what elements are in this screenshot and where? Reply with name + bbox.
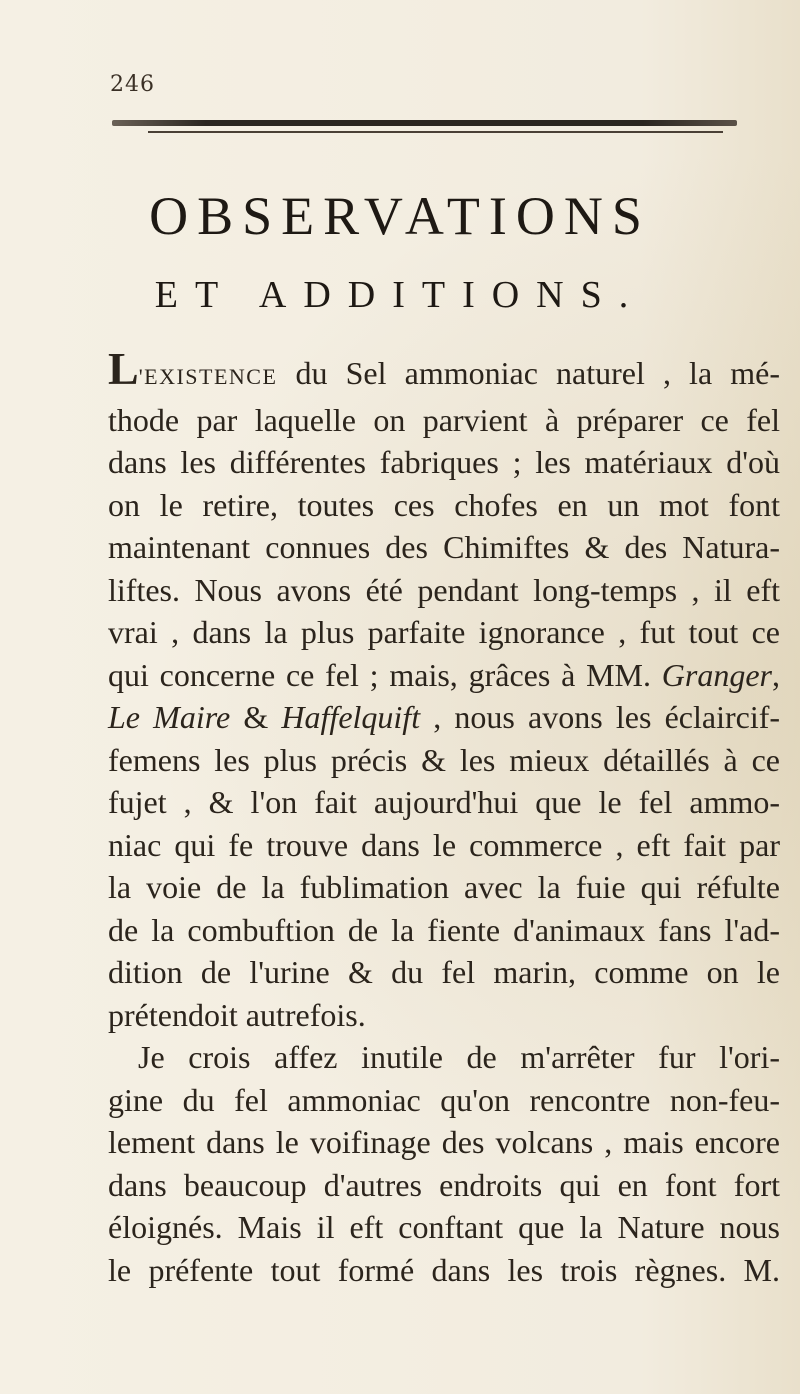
paragraph-1-line-5: maintenant connues des Chimiftes & des Natura- bbox=[108, 529, 780, 565]
section-title: OBSERVATIONS bbox=[149, 186, 651, 246]
page-number: 246 bbox=[110, 72, 155, 97]
paragraph-2-line-3: lement dans le voifinage des volcans , mais encore bbox=[108, 1124, 780, 1160]
body-text bbox=[108, 343, 781, 1291]
paragraph-1-line-13: la voie de la fublimation avec la fuie qui réfulte bbox=[108, 869, 780, 905]
drop-cap: L bbox=[108, 343, 139, 394]
line-text: & bbox=[230, 699, 282, 735]
paragraph-2-line-5: éloignés. Mais il eft conftant que la Nature nous bbox=[108, 1209, 780, 1245]
paragraph-1-line-7: vrai , dans la plus parfaite ignorance , fut tout ce bbox=[108, 614, 780, 650]
paragraph-1-line-9 bbox=[108, 696, 780, 739]
paragraph-1-line-1 bbox=[108, 343, 780, 399]
paragraph-2-line-6: le préfente tout formé dans les trois règnes. M. bbox=[108, 1251, 780, 1288]
paragraph-1-line-12: niac qui fe trouve dans le commerce , eft fait par bbox=[108, 826, 780, 863]
paragraph-1-line-11: fujet , & l'on fait aujourd'hui que le fel ammo- bbox=[108, 784, 780, 820]
line-text: du Sel ammoniac naturel , la mé- bbox=[277, 355, 780, 391]
paragraph-2-line-4: dans beaucoup d'autres endroits qui en font fort bbox=[108, 1166, 780, 1203]
paragraph-1-line-6: liftes. Nous avons été pendant long-temps , il eft bbox=[108, 571, 780, 608]
small-caps-word: 'EXISTENCE bbox=[138, 364, 278, 389]
paragraph-1-line-14: de la combuftion de la fiente d'animaux fans l'ad- bbox=[108, 911, 780, 948]
author-name: Le Maire bbox=[108, 699, 231, 735]
author-name: Granger bbox=[661, 656, 772, 693]
paragraph-1-line-10: femens les plus précis & les mieux détaillés à ce bbox=[108, 741, 780, 778]
line-text: qui concerne ce fel ; mais, grâces à MM. bbox=[108, 656, 662, 693]
line-text: , nous avons les éclaircif- bbox=[420, 699, 781, 735]
paragraph-1-line-16: prétendoit autrefois. bbox=[108, 996, 366, 1033]
paragraph-1-line-15: dition de l'urine & du fel marin, comme on le bbox=[108, 954, 780, 990]
line-text: , bbox=[772, 656, 780, 693]
paragraph-1-line-3: dans les différentes fabriques ; les matériaux d'où bbox=[108, 444, 780, 480]
paragraph-1-line-4: on le retire, toutes ces chofes en un mot font bbox=[108, 486, 780, 523]
section-subtitle: ET ADDITIONS. bbox=[154, 274, 646, 316]
paragraph-1-line-2: thode par laquelle on parvient à préparer ce fel bbox=[108, 401, 780, 438]
paragraph-2-line-2: gine du fel ammoniac qu'on rencontre non-feu- bbox=[108, 1081, 780, 1118]
author-name: Haffelquift bbox=[281, 699, 421, 735]
paragraph-2-line-1: Je crois affez inutile de m'arrêter fur l'ori- bbox=[138, 1039, 780, 1075]
header-rule bbox=[112, 120, 737, 126]
header-rule-thin bbox=[148, 131, 723, 133]
paragraph-1-line-8 bbox=[108, 654, 780, 697]
